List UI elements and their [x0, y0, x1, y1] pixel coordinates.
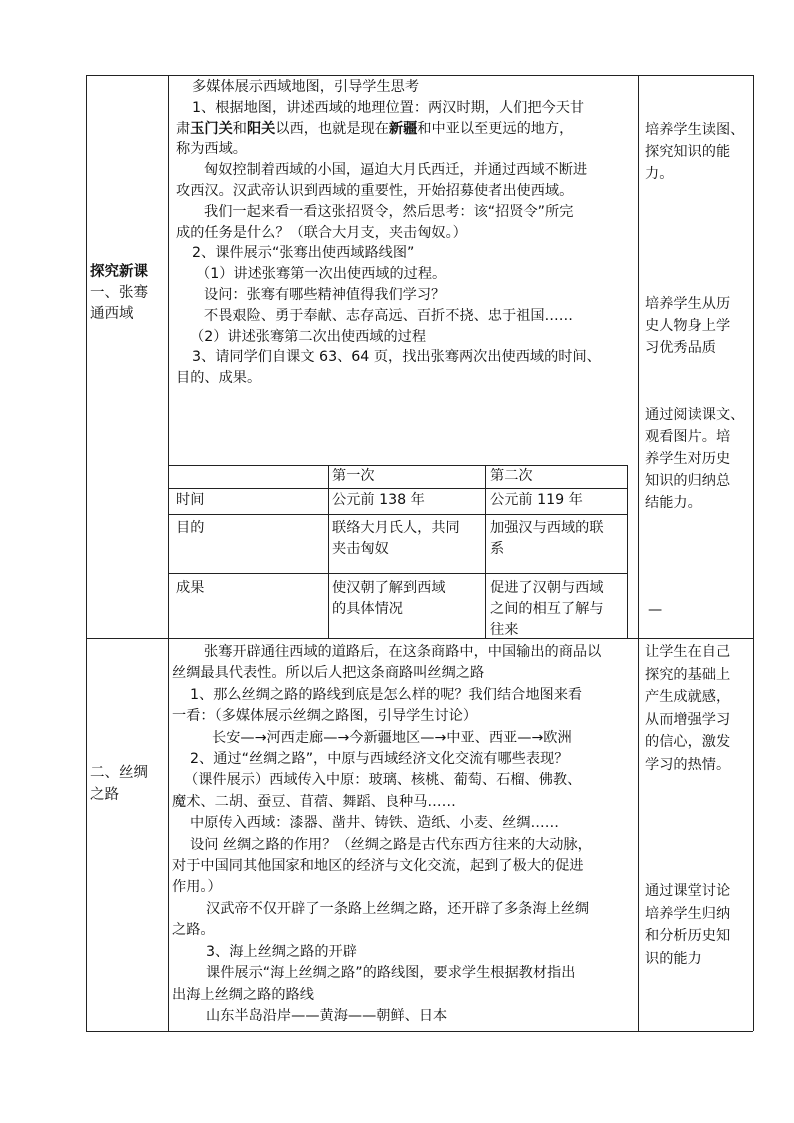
s1-line: 设问：张骞有哪些精神值得我们学习？ [204, 286, 446, 303]
time-second: 公元前 119 年 [490, 492, 583, 508]
goal-column-divider [638, 75, 639, 1031]
label-column-divider [168, 75, 169, 1031]
section1-content [176, 77, 636, 389]
result-first: 使汉朝了解到西域 的具体情况 [332, 580, 446, 617]
section1-label-line1: 一、张骞 [90, 284, 148, 301]
table-header-second: 第二次 [490, 468, 533, 484]
result-second: 促进了汉朝与西域 之间的相互了解与 往来 [490, 580, 604, 638]
section2-content [172, 642, 636, 1027]
s2-line: 课件展示“海上丝绸之路”的路线图，要求学生根据教材指出 [206, 965, 576, 982]
purpose-first: 联络大月氏人，共同 夹击匈奴 [332, 520, 460, 557]
section1-goal-1: 培养学生读图、 探究知识的能 力。 [645, 122, 745, 182]
s2-line: 中原传入西域：漆器、凿井、铸铁、造纸、小麦、丝绸…… [190, 815, 559, 832]
section1-goal-3: 通过阅读课文、 观看图片。培 养学生对历史 知识的归纳总 结能力。 [645, 407, 745, 511]
s2-line: 张骞开辟通往西域的道路后，在这条商路中，中国输出的商品以 [204, 644, 602, 660]
row-label-time: 时间 [176, 492, 205, 508]
table-right-border [753, 75, 754, 1031]
s2-line: 一看：（多媒体展示丝绸之路图，引导学生讨论） [172, 708, 478, 725]
s1-line-geo: 肃玉门关和阳关以西，也就是现在新疆和中亚以至更远的地方， [176, 120, 574, 137]
s2-line: 出海上丝绸之路的路线 [172, 986, 314, 1003]
s2-line: 对于中国同其他国家和地区的经济与文化交流，起到了极大的促进 [172, 858, 584, 875]
purpose-second: 加强汉与西域的联 系 [490, 520, 604, 557]
s1-line: 成的任务是什么？（联合大月支，夹击匈奴。） [176, 224, 467, 241]
s2-line: 魔术、二胡、蚕豆、苜蓿、舞蹈、良种马…… [172, 793, 456, 810]
table-header-first: 第一次 [332, 468, 375, 484]
s1-line: 1、根据地图，讲述西域的地理位置：两汉时期，人们把今天甘 [192, 99, 585, 116]
s2-line: 3、海上丝绸之路的开辟 [206, 943, 357, 960]
table-top-border [86, 75, 753, 76]
s2-line: 之路。 [172, 922, 215, 939]
s1-line: 目的、成果。 [176, 370, 262, 387]
s1-line: 我们一起来看一看这张招贤令，然后思考：该“招贤令”所完 [204, 203, 574, 220]
section2-goal-2: 通过课堂讨论 培养学生归纳 和分析历史知 识的能力 [645, 883, 731, 967]
s2-line: （课件展示）西域传入中原：玻璃、核桃、葡萄、石榴、佛教、 [184, 772, 582, 789]
s2-line: 设问 丝绸之路的作用？（丝绸之路是古代东西方往来的大动脉， [190, 836, 592, 853]
s1-line: 多媒体展示西域地图，引导学生思考 [192, 79, 420, 95]
s1-line: 匈奴控制着西域的小国，逼迫大月氏西迁，并通过西域不断进 [204, 162, 588, 179]
s1-line: 2、课件展示“张骞出使西域路线图” [192, 245, 415, 262]
section1-label-line2: 通西域 [90, 305, 134, 322]
section1-goal-2: 培养学生从历 史人物身上学 习优秀品质 [645, 296, 731, 356]
s1-line: （1）讲述张骞第一次出使西域的过程。 [196, 266, 447, 283]
s2-line: 作用。） [172, 879, 222, 896]
s2-line: 2、通过“丝绸之路”，中原与西域经济文化交流有哪些表现？ [190, 751, 569, 768]
row-label-purpose: 目的 [176, 520, 205, 536]
section2-label: 二、丝绸 之路 [90, 765, 148, 803]
s1-line: 称为西域。 [176, 141, 247, 158]
table-bottom-border [86, 1031, 753, 1032]
row-label-result: 成果 [176, 580, 205, 596]
s1-line: 不畏艰险、勇于奉献、志存高远、百折不挠、忠于祖国…… [204, 307, 573, 324]
section2-goal-1: 让学生在自己 探究的基础上 产生成就感， 从而增强学习 的信心，激发 学习的热情。 [645, 644, 731, 773]
s2-line: 山东半岛沿岸——黄海——朝鲜、日本 [206, 1007, 448, 1024]
s2-line: 丝绸最具代表性。所以后人把这条商路叫丝绸之路 [172, 665, 485, 682]
s1-line: 攻西汉。汉武帝认识到西域的重要性，开始招募使者出使西域。 [176, 182, 574, 199]
section1-label [90, 262, 166, 324]
section1-label-bold: 探究新课 [90, 264, 148, 280]
s1-line: （2）讲述张骞第二次出使西域的过程 [190, 328, 427, 345]
s2-line: 汉武帝不仅开辟了一条路上丝绸之路，还开辟了多条海上丝绸 [206, 900, 590, 917]
s2-line: 长安—→河西走廊—→今新疆地区—→中亚、西亚—→欧洲 [212, 729, 572, 746]
s2-line: 1、那么丝绸之路的路线到底是怎么样的呢？我们结合地图来看 [190, 686, 583, 703]
time-first: 公元前 138 年 [332, 492, 425, 508]
s1-line: 3、请同学们自课文 63、64 页，找出张骞两次出使西域的时间、 [192, 349, 601, 366]
table-left-border [86, 75, 87, 1031]
section1-dash: — [648, 602, 663, 618]
section-divider [86, 638, 753, 639]
